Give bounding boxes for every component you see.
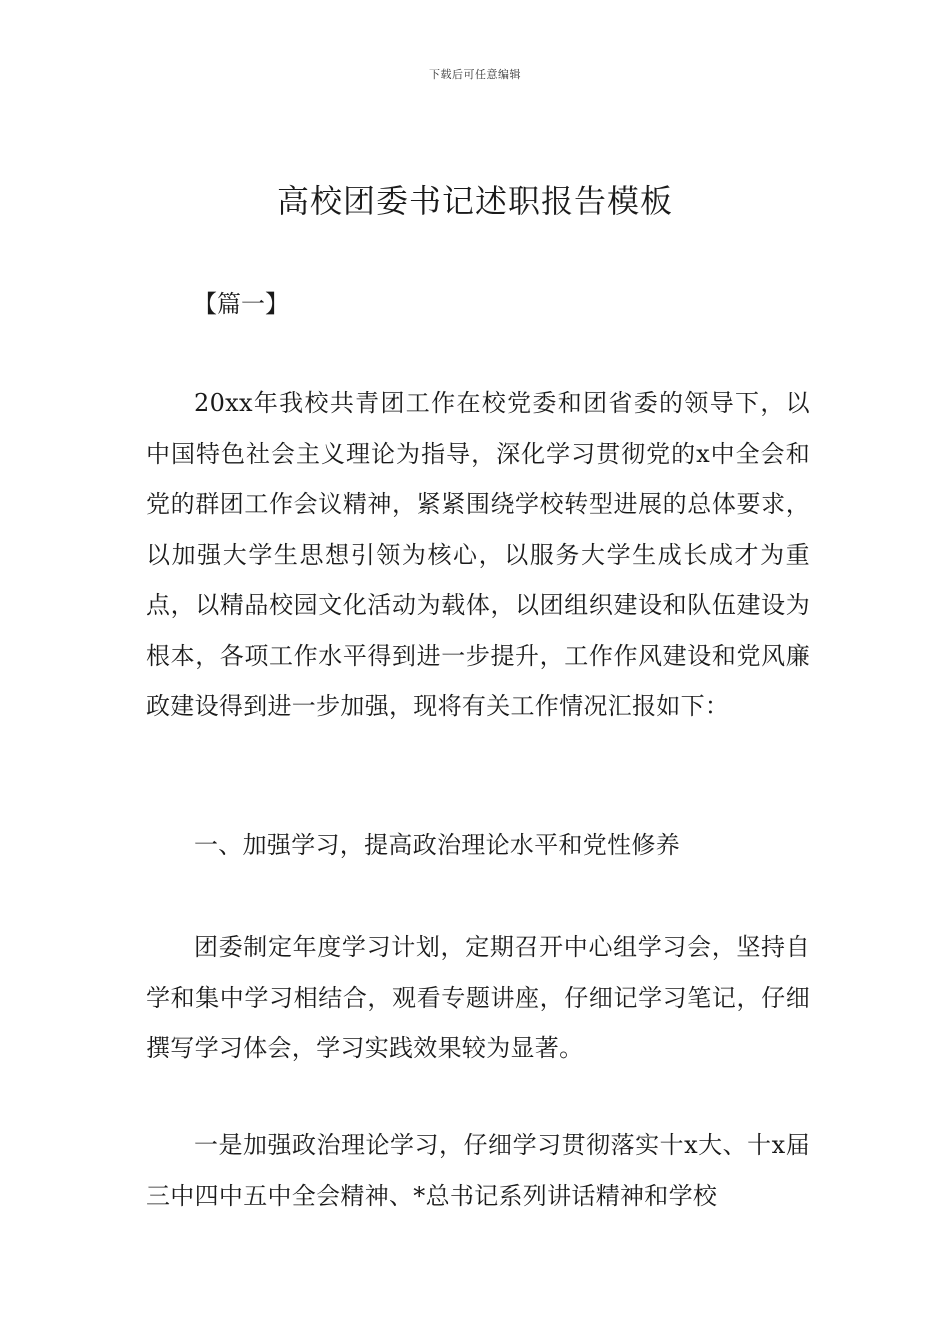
- paragraph-political-study: 一是加强政治理论学习，仔细学习贯彻落实十x大、十x届三中四中五中全会精神、*总书记系列讲话精神和学校: [146, 1131, 810, 1210]
- paragraph-intro: 20xx年我校共青团工作在校党委和团省委的领导下，以中国特色社会主义理论为指导，深化学习贯彻党的x中全会和党的群团工作会议精神，紧紧围绕学校转型进展的总体要求，以加强大学生思想引领为核心，以服务大学生成长成才为重点，以精品校园文化活动为载体，以团组织建设和队伍建设为根本，各项工作水平得到进一步提升，工作作风建设和党风廉政建设得到进一步加强，现将有关工作情况汇报如下：: [146, 389, 810, 720]
- section-heading: 一、加强学习，提高政治理论水平和党性修养: [194, 831, 680, 859]
- header-note: 下载后可任意编辑: [429, 68, 521, 81]
- document-title: 高校团委书记述职报告模板: [276, 182, 673, 220]
- paragraph-study-plan: 团委制定年度学习计划，定期召开中心组学习会，坚持自学和集中学习相结合，观看专题讲座，仔细记学习笔记，仔细撰写学习体会，学习实践效果较为显著。: [146, 933, 810, 1062]
- section-label: 【篇一】: [193, 290, 289, 318]
